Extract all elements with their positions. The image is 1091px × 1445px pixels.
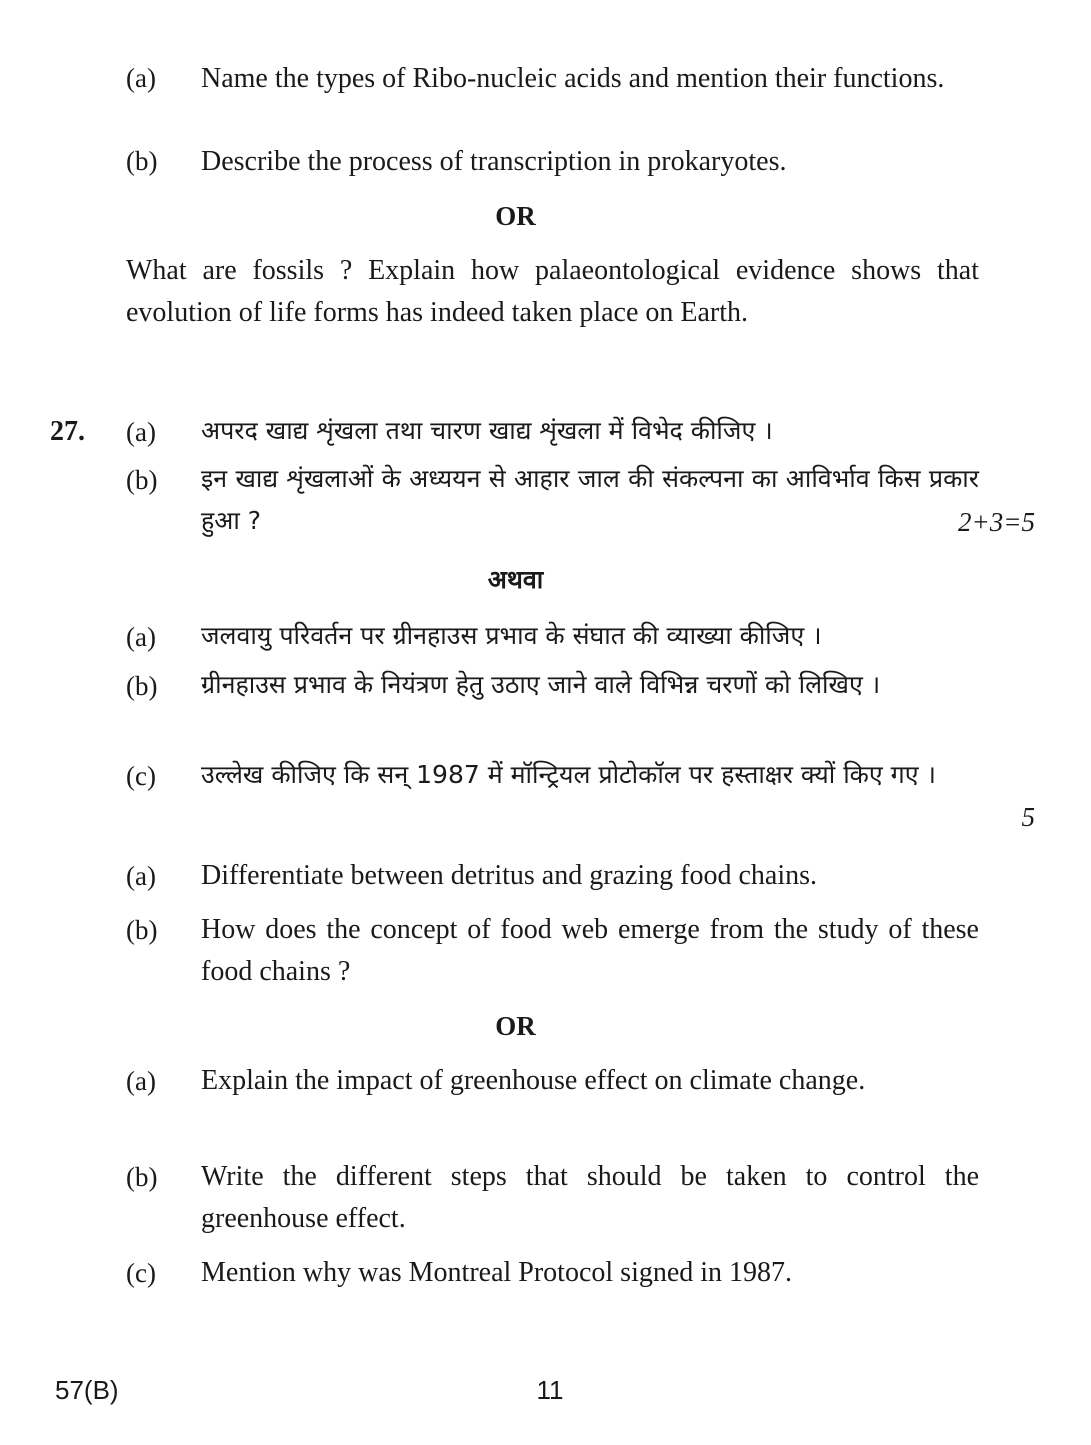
item-label: (c): [126, 1258, 156, 1288]
item-text: How does the concept of food web emerge from the study of these food chains ?: [201, 914, 979, 987]
paper-code: 57(B): [55, 1375, 119, 1405]
item-text: इन खाद्य शृंखलाओं के अध्ययन से आहार जाल की संकल्पना का आविर्भाव किस प्रकार हुआ ?: [201, 464, 979, 535]
item-label: (a): [126, 1066, 156, 1096]
item-text: ग्रीनहाउस प्रभाव के नियंत्रण हेतु उठाए जाने वाले विभिन्न चरणों को लिखिए ।: [201, 670, 881, 699]
item-label: (b): [126, 465, 158, 495]
page-number: 11: [536, 1375, 564, 1405]
item-label: (a): [126, 861, 156, 891]
item-label: (a): [126, 417, 156, 447]
item-label: (a): [126, 622, 156, 652]
item-text: Differentiate between detritus and grazing food chains.: [201, 860, 818, 891]
item-text: Describe the process of transcription in prokaryotes.: [201, 146, 787, 177]
item-label: (b): [126, 671, 158, 701]
item-text: जलवायु परिवर्तन पर ग्रीनहाउस प्रभाव के संघात की व्याख्या कीजिए ।: [201, 621, 822, 650]
q26-en-alternative: What are fossils ? Explain how palaeontological evidence shows that evolution of life forms has indeed taken place on Earth.: [126, 255, 979, 328]
item-text: Mention why was Montreal Protocol signed in 1987.: [201, 1257, 793, 1288]
item-text: Explain the impact of greenhouse effect on climate change.: [201, 1065, 866, 1096]
item-text: अपरद खाद्य शृंखला तथा चारण खाद्य शृंखला में विभेद कीजिए ।: [201, 416, 773, 445]
item-label: (b): [126, 915, 158, 945]
item-label: (c): [126, 761, 156, 791]
item-label: (a): [126, 63, 156, 93]
question-number: 27.: [50, 416, 85, 447]
marks: 5: [1021, 802, 1035, 832]
item-label: (b): [126, 1162, 158, 1192]
or-heading: OR: [495, 1011, 536, 1041]
item-text: Name the types of Ribo-nucleic acids and mention their functions.: [201, 63, 945, 94]
marks: 2+3=5: [958, 507, 1035, 537]
item-label: (b): [126, 146, 158, 176]
item-text: उल्लेख कीजिए कि सन् 1987 में मॉन्ट्रियल प्रोटोकॉल पर हस्ताक्षर क्यों किए गए ।: [201, 760, 936, 789]
or-heading: OR: [495, 201, 536, 231]
item-text: Write the different steps that should be taken to control the greenhouse effect.: [201, 1161, 979, 1234]
or-heading-hindi: अथवा: [487, 565, 544, 594]
